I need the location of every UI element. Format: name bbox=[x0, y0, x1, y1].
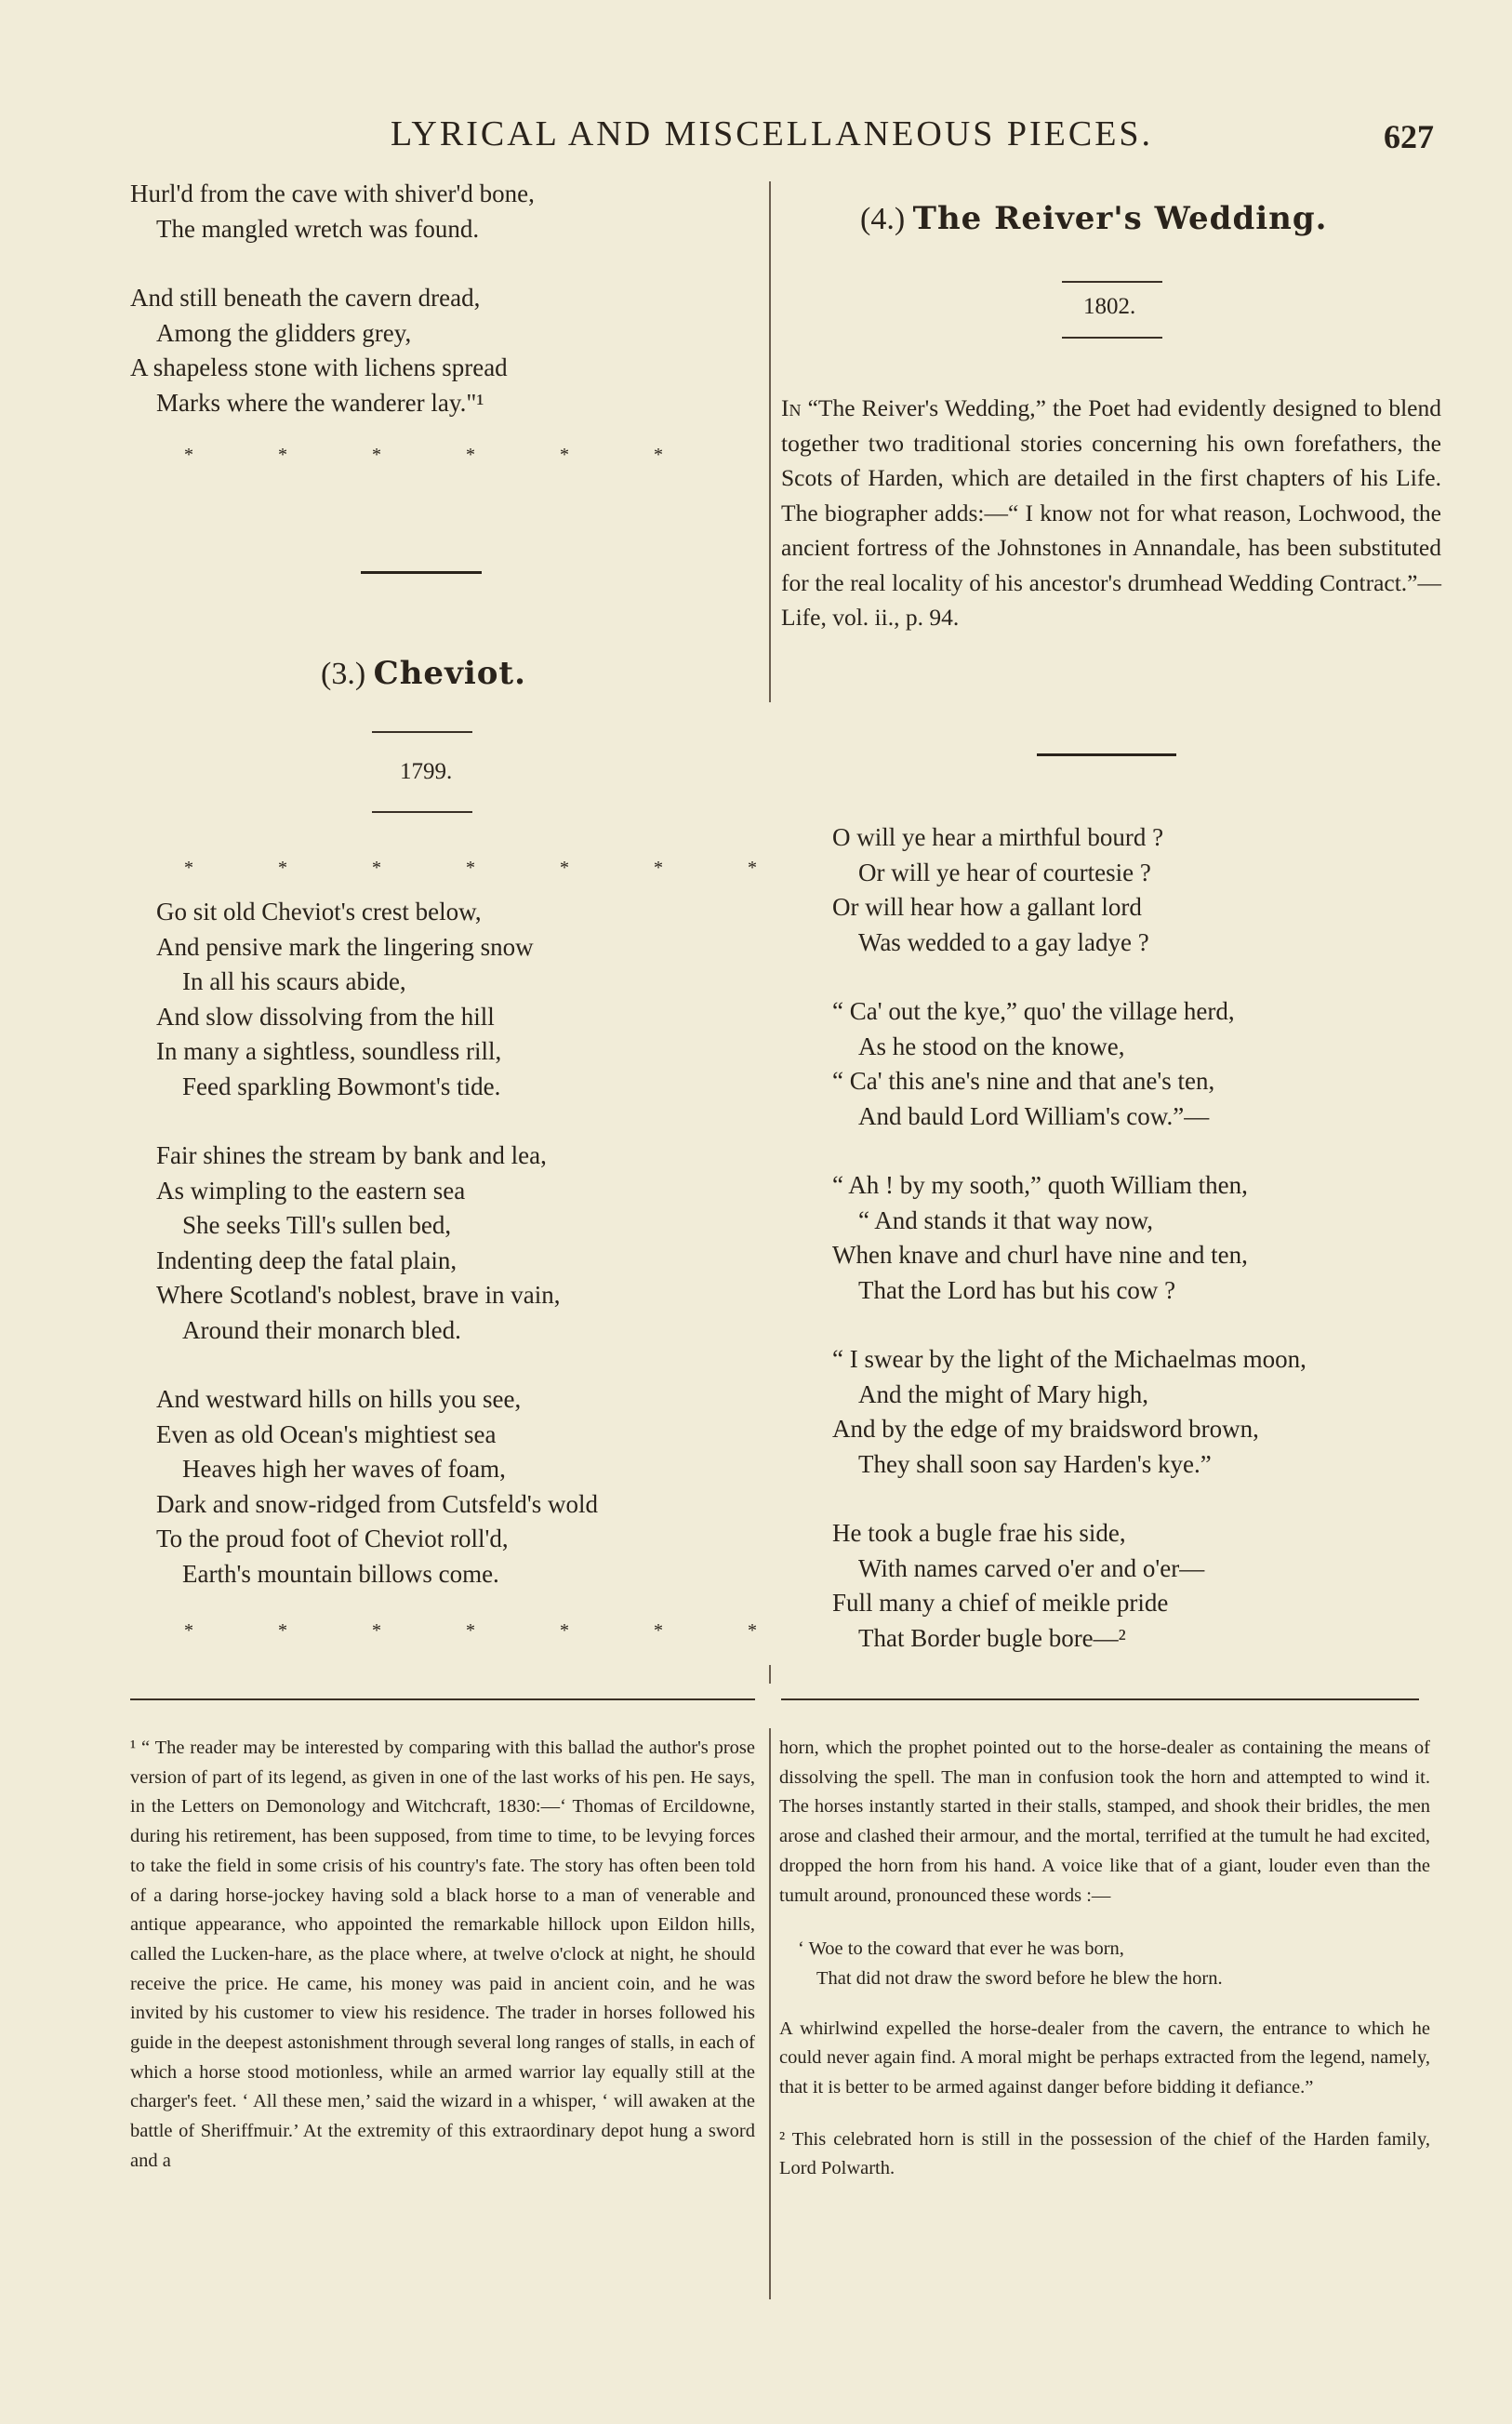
verse-line: Was wedded to a gay ladye ? bbox=[858, 927, 1149, 956]
stars-divider: * * * * * * * bbox=[184, 1620, 797, 1641]
footnote-1 bbox=[130, 1734, 755, 2177]
stanza bbox=[130, 177, 763, 246]
footnote-text: A whirlwind expelled the horse-dealer from the cavern, the entrance to which he could never again find. A moral might be perhaps extracted from the legend, namely, that it is better to be armed against danger before bidding it defiance.” bbox=[779, 2018, 1430, 2098]
footnote-quote bbox=[798, 1935, 1430, 1993]
verse-line: They shall soon say Harden's kye.” bbox=[858, 1449, 1212, 1478]
intro-paragraph bbox=[781, 391, 1441, 635]
introductory-note bbox=[781, 391, 1441, 635]
verse-line: And bauld Lord William's cow.”— bbox=[858, 1101, 1210, 1130]
column-divider-mid bbox=[769, 1665, 771, 1684]
year-rule-top bbox=[372, 731, 472, 733]
verse-line: He took a bugle frae his side, bbox=[832, 1519, 1126, 1547]
stanza bbox=[156, 1139, 789, 1348]
stanza bbox=[832, 1516, 1446, 1656]
verse-line: And still beneath the cavern dread, bbox=[130, 284, 481, 312]
verse-line: And slow dissolving from the hill bbox=[156, 1002, 495, 1031]
verse-line: “ Ah ! by my sooth,” quoth William then, bbox=[832, 1171, 1248, 1199]
stanza bbox=[156, 895, 789, 1104]
verse-line: Earth's mountain billows come. bbox=[182, 1559, 499, 1588]
footnote-1-continued bbox=[779, 1734, 1430, 2184]
verse-line: To the proud foot of Cheviot roll'd, bbox=[156, 1525, 509, 1552]
verse-line: When knave and churl have nine and ten, bbox=[832, 1241, 1248, 1269]
stars-divider: * * * * * * bbox=[184, 445, 703, 465]
stanza bbox=[832, 994, 1446, 1134]
stanza bbox=[130, 281, 763, 420]
verse-line: In all his scaurs abide, bbox=[182, 967, 406, 995]
section-number: (3.) bbox=[321, 657, 366, 691]
verse-line: Or will hear how a gallant lord bbox=[832, 893, 1142, 921]
verse-line: And by the edge of my braidsword brown, bbox=[832, 1415, 1259, 1443]
stars-divider: * * * * * * * bbox=[184, 858, 797, 878]
section-number: (4.) bbox=[860, 202, 906, 236]
footnote-text: horn, which the prophet pointed out to the horse-dealer as containing the means of dissolving the spell. The man in confusion took the horn and attempted to wind it. The horses instantly started in their stalls, stamped, and shook their bridles, the men arose and clashed their armour, and the mortal, terrified at the tumult he had excited, dropped the horn from his hand. A voice like that of a giant, louder even than the tumult around, pronounced these words :— bbox=[779, 1738, 1430, 1906]
verse-line: “ Ca' this ane's nine and that ane's ten, bbox=[832, 1067, 1215, 1095]
footnote-text: ¹ “ The reader may be interested by comparing with this ballad the author's prose version of part of its legend, as given in one of the last works of his pen. He says, in the Letters on Demonology and Witchcraft, 1830:—‘ Thomas of Ercildowne, during his retirement, has been supposed, from time to time, to be levying forces to take the field in some crisis of his country's fate. The story has often been told of a daring horse-jockey having sold a black horse to a man of venerable and antique appearance, who appointed the remarkable hillock upon Eildon hills, called the Lucken-hare, as the place where, at twelve o'clock at night, he should receive the price. He came, his money was paid in ancient coin, and he was invited by his customer to view his residence. The trader in horses followed his guide in the deepest astonishment through several long ranges of stalls, in each of which a horse stood motionless, while an armed warrior lay equally still at the charger's feet. ‘ All these men,’ said the wizard in a whisper, ‘ will awaken at the battle of Sheriffmuir.’ At the extremity of this extraordinary depot hung a sword and a bbox=[130, 1738, 755, 2171]
reivers-wedding-poem bbox=[832, 820, 1446, 1690]
verse-line: Full many a chief of meikle pride bbox=[832, 1589, 1169, 1617]
verse-line: Hurl'd from the cave with shiver'd bone, bbox=[130, 180, 535, 207]
verse-line: As wimpling to the eastern sea bbox=[156, 1176, 466, 1205]
verse-line: Indenting deep the fatal plain, bbox=[156, 1245, 458, 1274]
verse-line: And westward hills on hills you see, bbox=[156, 1385, 522, 1413]
section-year: 1799. bbox=[400, 759, 453, 784]
footnote-rule-right bbox=[781, 1698, 1419, 1700]
stanza bbox=[832, 1342, 1446, 1482]
verse-line: The mangled wretch was found. bbox=[156, 214, 480, 243]
left-continuation-verse bbox=[130, 177, 763, 455]
quote-line: ‘ Woe to the coward that ever he was born, bbox=[798, 1938, 1124, 1960]
verse-line: Go sit old Cheviot's crest below, bbox=[156, 898, 482, 926]
verse-line: That Border bugle bore—² bbox=[858, 1623, 1126, 1652]
drop-word: In bbox=[781, 394, 802, 421]
intro-text: “The Reiver's Wedding,” the Poet had evidently designed to blend together two traditional stories concerning his own forefathers, the Scots of Harden, which are detailed in the first chapters of his Life. The biographer adds:—“ I know not for what reason, Lochwood, the ancient fortress of the Johnstones in Annandale, has been substituted for the real locality of his ancestor's drumhead Wedding Contract.”— Life, vol. ii., p. 94. bbox=[781, 394, 1441, 631]
verse-line: Around their monarch bled. bbox=[182, 1315, 461, 1344]
verse-line: “ I swear by the light of the Michaelmas moon, bbox=[832, 1345, 1306, 1373]
verse-line: And pensive mark the lingering snow bbox=[156, 932, 534, 961]
section-title: Cheviot. bbox=[373, 655, 526, 692]
verse-line: Heaves high her waves of foam, bbox=[182, 1455, 506, 1483]
verse-line: Even as old Ocean's mightiest sea bbox=[156, 1419, 497, 1448]
stanza bbox=[832, 820, 1446, 960]
cheviot-poem bbox=[156, 895, 789, 1626]
verse-line: And the might of Mary high, bbox=[858, 1379, 1148, 1408]
year-rule-bottom bbox=[1062, 337, 1162, 339]
section-title: The Reiver's Wedding. bbox=[912, 200, 1328, 237]
verse-line: Or will ye hear of courtesie ? bbox=[858, 858, 1151, 886]
quote-line: That did not draw the sword before he blew the horn. bbox=[816, 1967, 1223, 1989]
verse-line: She seeks Till's sullen bed, bbox=[182, 1211, 452, 1239]
stanza bbox=[832, 1168, 1446, 1308]
column-divider-top bbox=[769, 181, 771, 702]
page-number: 627 bbox=[1384, 118, 1434, 155]
year-rule-bottom bbox=[372, 811, 472, 813]
stanza bbox=[156, 1382, 789, 1592]
section-year: 1802. bbox=[1083, 294, 1136, 319]
verse-line: “ And stands it that way now, bbox=[858, 1205, 1153, 1234]
verse-line: That the Lord has but his cow ? bbox=[858, 1275, 1176, 1304]
verse-line: Among the glidders grey, bbox=[156, 318, 412, 347]
footnote-2: ² This celebrated horn is still in the possession of the chief of the Harden family, Lord Polwarth. bbox=[779, 2128, 1430, 2179]
year-rule-top bbox=[1062, 281, 1162, 283]
verse-line: Feed sparkling Bowmont's tide. bbox=[182, 1072, 501, 1100]
verse-line: As he stood on the knowe, bbox=[858, 1032, 1125, 1060]
verse-line: With names carved o'er and o'er— bbox=[858, 1553, 1205, 1582]
verse-line: In many a sightless, soundless rill, bbox=[156, 1037, 502, 1065]
verse-line: “ Ca' out the kye,” quo' the village herd, bbox=[832, 997, 1235, 1025]
verse-line: O will ye hear a mirthful bourd ? bbox=[832, 823, 1164, 851]
page-header bbox=[0, 113, 1512, 160]
verse-line: Fair shines the stream by bank and lea, bbox=[156, 1141, 547, 1169]
footnote-rule-left bbox=[130, 1698, 755, 1700]
column-divider-footnotes bbox=[769, 1728, 771, 2299]
section-rule bbox=[1037, 753, 1176, 756]
section-3-heading bbox=[321, 655, 526, 692]
verse-line: Marks where the wanderer lay."¹ bbox=[156, 388, 484, 417]
running-title: LYRICAL AND MISCELLANEOUS PIECES. bbox=[391, 114, 1154, 153]
verse-line: Where Scotland's noblest, brave in vain, bbox=[156, 1281, 561, 1309]
section-rule bbox=[361, 571, 482, 574]
verse-line: Dark and snow-ridged from Cutsfeld's wold bbox=[156, 1489, 599, 1518]
section-4-heading bbox=[860, 200, 1327, 237]
verse-line: A shapeless stone with lichens spread bbox=[130, 353, 508, 381]
